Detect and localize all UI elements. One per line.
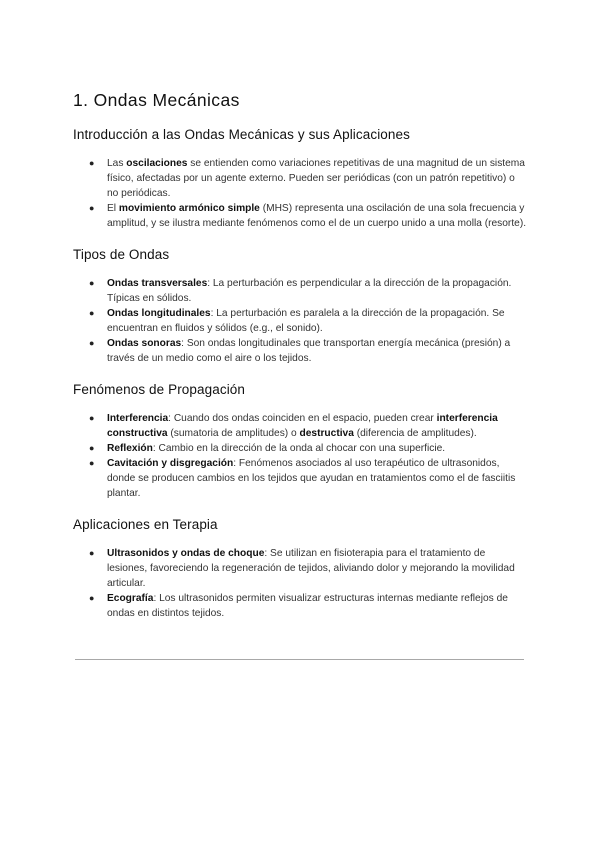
list-item <box>73 456 528 501</box>
bullet-icon: ● <box>89 413 95 423</box>
bold-term: destructiva <box>299 428 354 439</box>
bold-term: movimiento armónico simple <box>118 203 260 214</box>
bold-term: Ondas sonoras <box>107 338 182 349</box>
bullet-icon: ● <box>89 443 95 453</box>
text-run: : Fenómenos asociados al uso terapéutico de ultrasonidos, donde se producen cambios en los tejidos que ayudan en tratamientos como el de fasciitis plantar. <box>107 458 516 499</box>
text-run: : Se utilizan en fisioterapia para el tratamiento de lesiones, favoreciendo la regeneración de tejidos, aliviando dolor y mejorando la movilidad articular. <box>107 548 515 589</box>
list-item <box>73 441 528 456</box>
list-item <box>73 546 528 591</box>
bullet-icon: ● <box>89 203 95 213</box>
text-run: : La perturbación es perpendicular a la dirección de la propagación. Típicas en sólidos. <box>107 278 512 304</box>
list-item <box>73 306 528 336</box>
bullet-icon: ● <box>89 158 95 168</box>
section-heading: Introducción a las Ondas Mecánicas y sus Aplicaciones <box>73 127 410 142</box>
bullet-icon: ● <box>89 308 95 318</box>
bold-term: Ondas transversales <box>107 278 208 289</box>
list-item <box>73 156 528 201</box>
bold-term: Ecografía <box>107 593 154 604</box>
bullet-icon: ● <box>89 548 95 558</box>
bold-term: Reflexión <box>107 443 153 454</box>
text-run: (diferencia de amplitudes). <box>353 428 477 439</box>
section-heading: Tipos de Ondas <box>73 247 170 262</box>
horizontal-divider <box>75 659 524 660</box>
bold-term: interferencia constructiva <box>107 413 498 439</box>
text-run: (MHS) representa una oscilación de una sola frecuencia y amplitud, y se ilustra mediante fenómenos como el de un cuerpo unido a una molla (resorte). <box>107 203 527 229</box>
list-item <box>73 411 528 441</box>
text-run: El <box>107 203 119 214</box>
bold-term: Ultrasonidos y ondas de choque <box>107 548 265 559</box>
text-run: se entienden como variaciones repetitivas de una magnitud de un sistema físico, afectadas por un agente externo. Pueden ser periódicas (con un patrón repetitivo) o no periódicas. <box>107 158 525 199</box>
bullet-icon: ● <box>89 593 95 603</box>
page-title: 1. Ondas Mecánicas <box>73 90 240 110</box>
text-run: : Son ondas longitudinales que transportan energía mecánica (presión) a través de un medio como el aire o los tejidos. <box>107 338 511 364</box>
text-run: Las <box>107 158 127 169</box>
list-item <box>73 591 528 621</box>
text-run: (sumatoria de amplitudes) o <box>167 428 300 439</box>
list-item <box>73 201 528 231</box>
bullet-list <box>73 156 528 231</box>
bullet-list <box>73 276 528 366</box>
bullet-icon: ● <box>89 458 95 468</box>
bullet-list <box>73 411 528 501</box>
bullet-list <box>73 546 528 621</box>
sections-container <box>73 127 528 621</box>
bold-term: Interferencia <box>107 413 169 424</box>
bullet-icon: ● <box>89 278 95 288</box>
bold-term: Cavitación y disgregación <box>107 458 234 469</box>
text-run: : La perturbación es paralela a la dirección de la propagación. Se encuentran en fluidos y sólidos (e.g., el sonido). <box>107 308 505 334</box>
document-body <box>73 90 528 637</box>
bold-term: Ondas longitudinales <box>107 308 211 319</box>
text-run: : Los ultrasonidos permiten visualizar estructuras internas mediante reflejos de ondas en distintos tejidos. <box>107 593 508 619</box>
text-run: : Cuando dos ondas coinciden en el espacio, pueden crear <box>168 413 437 424</box>
section-heading: Fenómenos de Propagación <box>73 382 246 397</box>
bullet-icon: ● <box>89 338 95 348</box>
text-run: : Cambio en la dirección de la onda al chocar con una superficie. <box>152 443 446 454</box>
list-item <box>73 336 528 366</box>
list-item <box>73 276 528 306</box>
section-heading: Aplicaciones en Terapia <box>73 517 218 532</box>
bold-term: oscilaciones <box>126 158 188 169</box>
